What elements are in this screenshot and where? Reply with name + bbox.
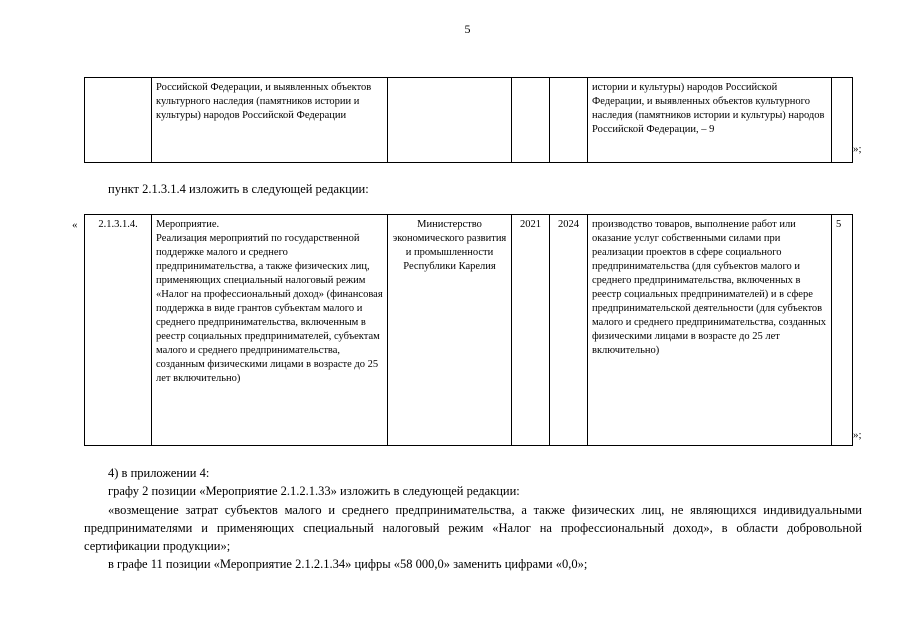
event-text: Реализация мероприятий по государственной поддержке малого и среднего предпринимательства, а также физических лиц, применяющих специальный налоговый режим «Налог на профессиональный доход» (финансовая поддержка в виде грантов субъектам малого и среднего предпринимательства, включенным в реестр социальных предпринимателей, субъектам малого и среднего предпринимательства, созданным физическими лицами в возрасте до 25 лет включительно) <box>156 233 383 384</box>
table-row <box>85 215 853 446</box>
appendix-line: 4) в приложении 4: <box>108 466 210 480</box>
replace-line: в графе 11 позиции «Мероприятие 2.1.2.1.34» цифры «58 000,0» заменить цифрами «0,0»; <box>108 557 588 571</box>
table-cell-number: 2.1.3.1.4. <box>85 215 152 446</box>
table-cell-executor <box>388 78 512 163</box>
quote-paragraph: «возмещение затрат субъектов малого и среднего предпринимательства, а также физических лиц, не являющихся индивидуальными предпринимателями и применяющих специальный налоговый режим «Налог на профессиональный доход», в области добровольной сертификации продукции»; <box>84 503 862 553</box>
table-cell-event <box>152 215 388 446</box>
section-heading: пункт 2.1.3.1.4 изложить в следующей редакции: <box>108 182 369 196</box>
table-cell-value: 5 <box>832 215 853 446</box>
table-cell-year-end: 2024 <box>550 215 588 446</box>
table-cell-year-start <box>512 78 550 163</box>
table-cell-indicator: производство товаров, выполнение работ или оказание услуг собственными силами при реализации проектов в сфере социального предпринимательства (для субъектов малого и среднего предпринимательства, включенных в реестр социальных предпринимателей) и в сфере предпринимательской деятельности (для субъектов малого и среднего предпринимательства, созданных физическими лицами в возрасте до 25 лет включительно) <box>588 215 832 446</box>
table-cell-executor: Министерство экономического развития и промышленности Республики Карелия <box>388 215 512 446</box>
table-cell-year-start: 2021 <box>512 215 550 446</box>
table-cell-event: Российской Федерации, и выявленных объектов культурного наследия (памятников истории и культуры) народов Российской Федерации <box>152 78 388 163</box>
continuation-table <box>84 77 853 163</box>
table-cell-number <box>85 78 152 163</box>
graph-line: графу 2 позиции «Мероприятие 2.1.2.1.33» изложить в следующей редакции: <box>108 484 520 498</box>
table-cell-year-end <box>550 78 588 163</box>
new-item-table <box>84 214 853 446</box>
event-title: Мероприятие. <box>156 219 220 230</box>
page-number: 5 <box>464 22 471 36</box>
table-row <box>85 78 853 163</box>
closing-quote: »; <box>853 429 862 441</box>
table-cell-value <box>832 78 853 163</box>
closing-quote: »; <box>853 143 862 155</box>
table-cell-indicator: истории и культуры) народов Российской Федерации, и выявленных объектов культурного наследия (памятников истории и культуры) народов Российской Федерации, – 9 <box>588 78 832 163</box>
opening-quote: « <box>72 219 78 231</box>
